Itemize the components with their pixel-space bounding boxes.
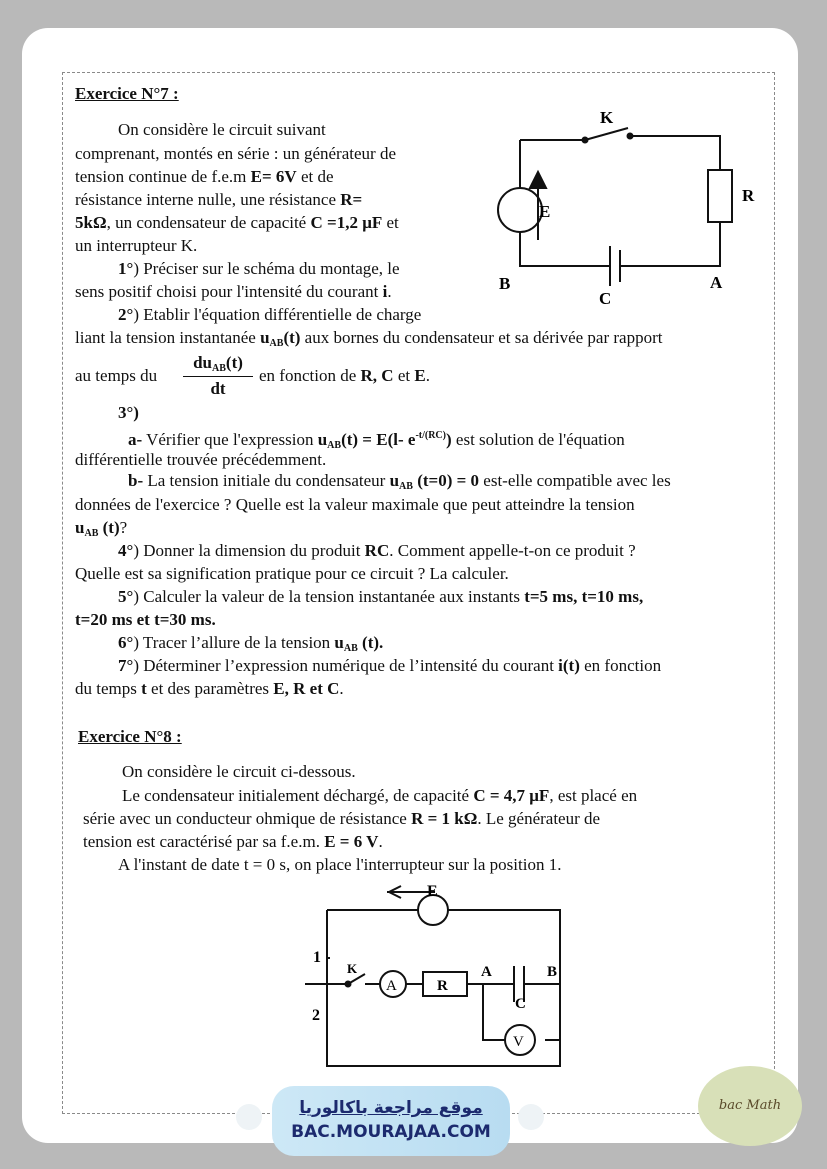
ex8-line: A l'instant de date t = 0 s, on place l'interrupteur sur la position 1. bbox=[118, 855, 562, 874]
ex7-q1: 1°) Préciser sur le schéma du montage, le bbox=[118, 259, 400, 278]
ex7-q3a: a- Vérifier que l'expression $u_{AB}(t) = E(l-$ $e^{-t/(RC)}$) est solution de l'équation bbox=[128, 430, 625, 451]
ex7-q4-cont: Quelle est sa signification pratique pour ce circuit ? La calculer. bbox=[75, 564, 509, 583]
bac-math-logo: bac Math bbox=[698, 1066, 802, 1146]
ex8-line: Le condensateur initialement déchargé, de capacité C = 4,7 μF, est placé en bbox=[122, 786, 638, 805]
resistor-r-label: R bbox=[742, 186, 755, 205]
site-badge[interactable] bbox=[272, 1086, 510, 1156]
ex7-q3b-end: $u_{AB}$ (t)? bbox=[75, 518, 128, 539]
site-name-arabic: موقع مراجعة باكالوريا bbox=[299, 1098, 483, 1118]
ex7-q3b-cont: données de l'exercice ? Quelle est la valeur maximale que peut atteindre la tension bbox=[75, 495, 635, 514]
ex8-capacitor-c-label: C bbox=[515, 996, 526, 1012]
ex7-q7: 7°) Déterminer l’expression numérique de l’intensité du courant i(t) en fonction bbox=[118, 656, 662, 675]
ex8-line: série avec un conducteur ohmique de résistance R = 1 kΩ. Le générateur de bbox=[83, 809, 601, 828]
ex7-q3a-cont: différentielle trouvée précédemment. bbox=[75, 450, 327, 469]
ex7-q2: 2°) Etablir l'équation différentielle de charge bbox=[118, 305, 422, 324]
site-url: BAC.MOURAJAA.COM bbox=[291, 1122, 491, 1142]
ex7-q3b: b- La tension initiale du condensateur $u_{AB}$ (t=0) = 0 est-elle compatible avec les bbox=[128, 471, 671, 492]
voltmeter-label: V bbox=[513, 1034, 524, 1050]
ex7-q7-cont: du temps t et des paramètres E, R et C. bbox=[75, 679, 344, 698]
ex8-switch-k-label: K bbox=[347, 961, 358, 976]
site-logo-icon bbox=[236, 1104, 262, 1130]
ex7-intro-line: On considère le circuit suivant bbox=[118, 120, 326, 139]
switch-k-label: K bbox=[600, 108, 614, 127]
ex7-q5-cont: t=20 ms et t=30 ms. bbox=[75, 610, 216, 629]
ex7-q2-label: au temps du bbox=[75, 366, 158, 385]
ex8-generator-e-label: E bbox=[427, 883, 438, 900]
node-b-label: B bbox=[499, 274, 511, 293]
site-logo-icon bbox=[518, 1104, 544, 1130]
ex7-q6: 6°) Tracer l’allure de la tension $u_{AB}$ (t). bbox=[118, 633, 384, 654]
ex8-circuit-diagram bbox=[305, 878, 575, 1078]
ex7-circuit-diagram bbox=[470, 100, 770, 310]
ex7-q3: 3°) bbox=[118, 403, 139, 422]
ex7-q2-cont: liant la tension instantanée $u_{AB}(t)$ aux bornes du condensateur et sa dérivée par rapport bbox=[75, 328, 663, 349]
derivative-fraction: $du_{AB}(t)$ dt bbox=[183, 353, 253, 399]
ex7-q5: 5°) Calculer la valeur de la tension instantanée aux instants t=5 ms, t=10 ms, bbox=[118, 587, 644, 606]
ex7-intro-line: comprenant, montés en série : un générateur de bbox=[75, 144, 396, 163]
ex7-q2-end: en fonction de R, C et E. bbox=[259, 366, 430, 385]
node-a-label: A bbox=[710, 273, 723, 292]
ex8-line: tension est caractérisé par sa f.e.m. E = 6 V. bbox=[83, 832, 383, 851]
ex8-resistor-r-label: R bbox=[437, 978, 448, 994]
capacitor-c-label: C bbox=[599, 289, 612, 308]
generator-e-label: E bbox=[539, 202, 551, 221]
ex7-intro-line: résistance interne nulle, une résistance R= bbox=[75, 190, 363, 209]
ex8-line: On considère le circuit ci-dessous. bbox=[122, 762, 356, 781]
position-1-label: 1 bbox=[313, 949, 321, 966]
ammeter-label: A bbox=[386, 978, 397, 994]
position-2-label: 2 bbox=[312, 1007, 320, 1024]
ex7-intro-line: tension continue de f.e.m E= 6V et de bbox=[75, 167, 334, 186]
ex7-title: Exercice N°7 : bbox=[75, 84, 179, 103]
ex8-title: Exercice N°8 : bbox=[78, 727, 182, 746]
ex7-intro-line: un interrupteur K. bbox=[75, 236, 198, 255]
ex8-node-b-label: B bbox=[547, 964, 558, 980]
ex8-node-a-label: A bbox=[481, 964, 492, 980]
ex7-q4: 4°) Donner la dimension du produit RC. Comment appelle-t-on ce produit ? bbox=[118, 541, 636, 560]
ex7-intro-line: 5kΩ, un condensateur de capacité C =1,2 μF et bbox=[75, 213, 399, 232]
ex7-q1-cont: sens positif choisi pour l'intensité du courant i. bbox=[75, 282, 392, 301]
